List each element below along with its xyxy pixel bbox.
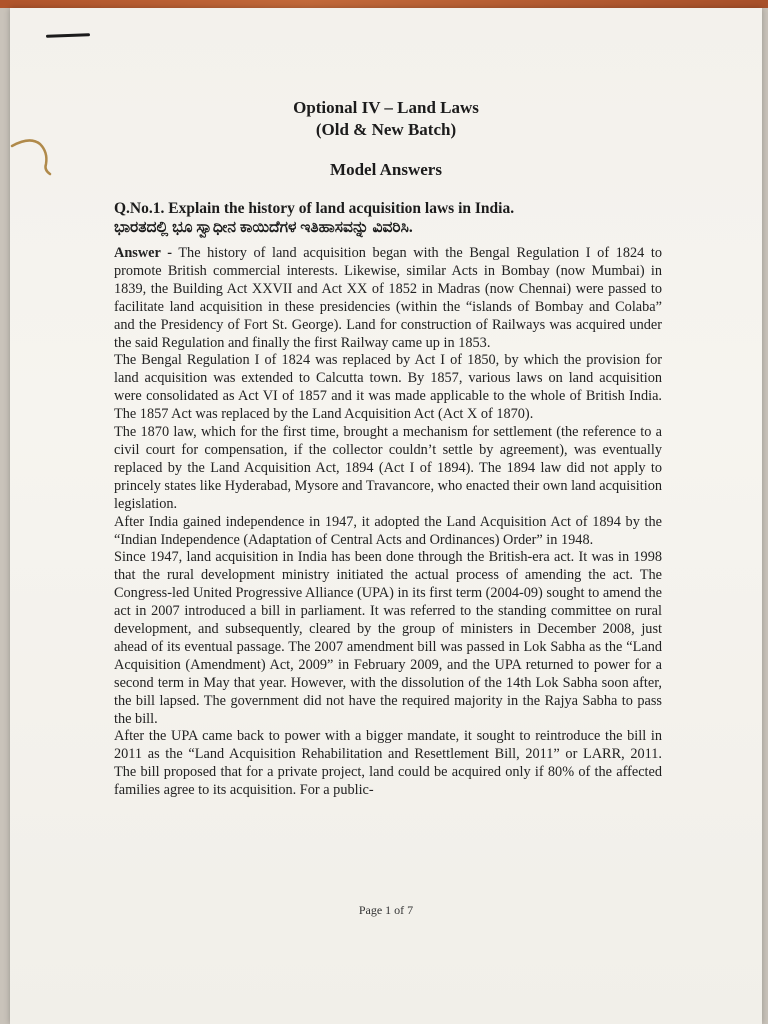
pen-mark: [46, 33, 90, 38]
answer-paragraph: After India gained independence in 1947, it adopted the Land Acquisition Act of 1894 by the “Indian Independence (Adaptation of Central Acts and Ordinances) Order” in 1948.: [114, 513, 662, 548]
page-number: Page 1 of 7: [358, 903, 414, 917]
answer-paragraph: The Bengal Regulation I of 1824 was replaced by Act I of 1850, by which the provision for land acquisition was extended to Calcutta town. By 1857, various laws on land acquisition were consolidated as Act VI of 1857 and it was made applicable to the whole of British India. The 1857 Act was replaced by the Land Acquisition Act (Act X of 1870).: [114, 352, 662, 423]
question-block: [114, 199, 734, 237]
question-kannada: ಭಾರತದಲ್ಲಿ ಭೂ ಸ್ವಾಧೀನ ಕಾಯಿದೆಗಳ ಇತಿಹಾಸವನ್ನು ವಿವರಿಸಿ.: [114, 219, 413, 236]
answer-paragraph: [114, 245, 662, 352]
page-top-edge: [0, 0, 768, 8]
answer-label: Answer -: [114, 245, 172, 261]
answer-body: [114, 245, 662, 800]
document-page: [10, 8, 762, 1024]
question-english: Q.No.1. Explain the history of land acquisition laws in India.: [114, 200, 515, 217]
section-heading: Model Answers: [330, 160, 442, 179]
document-title: Optional IV – Land Laws: [293, 98, 479, 117]
answer-paragraph-text: The history of land acquisition began with the Bengal Regulation I of 1824 to promote British commercial interests. Likewise, similar Acts in Bombay (now Mumbai) in 1839, the Building Act XXVII and Act XX of 1852 in Madras (now Chennai) were passed to facilitate land acquisition in these presidencies (within the “islands of Bombay and Colaba” and the Presidency of Fort St. George). Land for construction of Railways was acquired under the said Regulation and finally the first Railway came up in 1853.: [114, 245, 663, 351]
document-subtitle: (Old & New Batch): [315, 120, 457, 139]
answer-paragraph: After the UPA came back to power with a bigger mandate, it sought to reintroduce the bill in 2011 as the “Land Acquisition Rehabilitation and Resettlement Bill, 2011” or LARR, 2011. The bill proposed that for a private project, land could be acquired only if 80% of the affected families agree to its acquisition. For a public-: [114, 728, 662, 799]
answer-paragraph: The 1870 law, which for the first time, brought a mechanism for settlement (the reference to a civil court for compensation, if the collector couldn’t settle by agreement), was eventually replaced by the Land Acquisition Act, 1894 (Act I of 1894). The 1894 law did not apply to princely states like Hyderabad, Mysore and Travancore, who enacted their own land acquisition legislation.: [114, 424, 662, 512]
answer-paragraph: Since 1947, land acquisition in India has been done through the British-era act. It was in 1998 that the rural development ministry initiated the actual process of amending the act. The Congress-led United Progressive Alliance (UPA) in its first term (2004-09) sought to amend the act in 2007 introduced a bill in parliament. It was referred to the standing committee on rural development, and subsequently, cleared by the group of ministers in December 2008, just ahead of its eventual passage. The 2007 amendment bill was passed in Lok Sabha as the “Land Acquisition (Amendment) Act, 2009” in February 2009, and the UPA returned to power for a second term in May that year. However, with the dissolution of the 14th Lok Sabha soon after, the bill lapsed. The government did not have the required majority in the Rajya Sabha to pass the bill.: [114, 549, 662, 727]
